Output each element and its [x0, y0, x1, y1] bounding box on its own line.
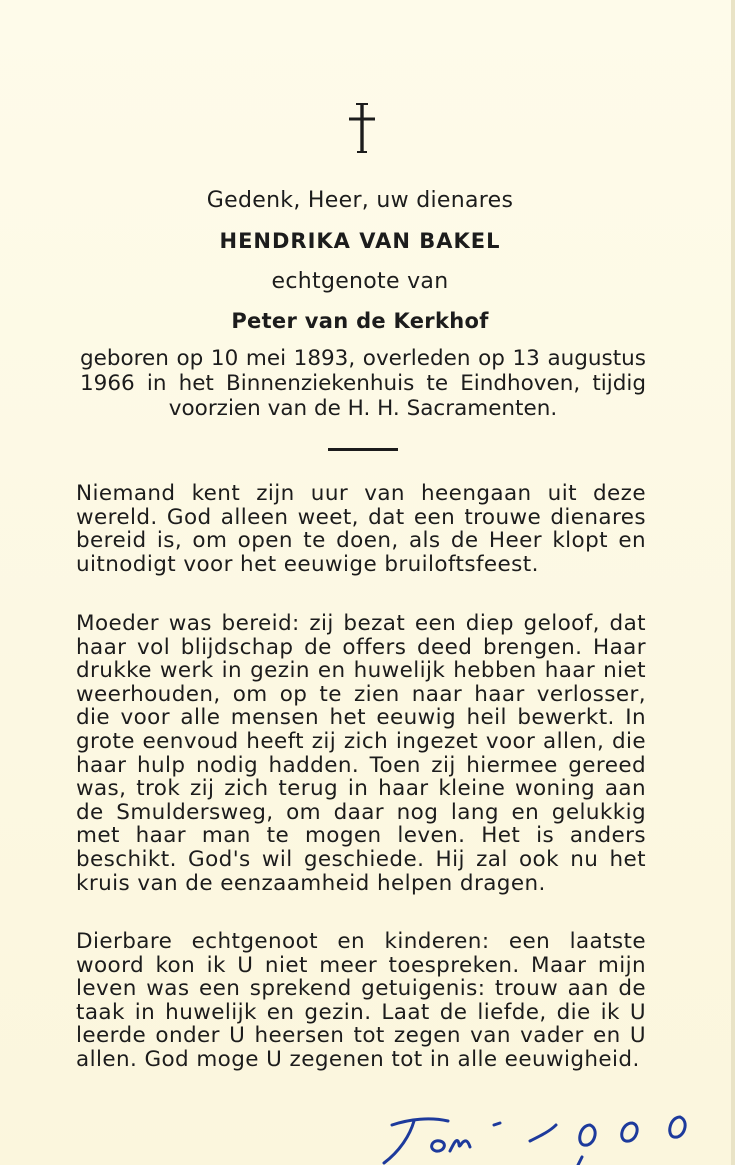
spouse-of-line: echtgenote van: [271, 269, 449, 294]
cross-icon: [344, 102, 380, 154]
handwritten-note: [370, 1095, 710, 1165]
paragraph-3: Dierbare echtgenoot en kinderen: een laatste woord kon ik U niet meer toespreken. Maar mijn leven was een sprekend getuigenis: trouw aan de taak in huwelijk en gezin. Laat de liefde, die ik U leerde onder U heersen tot zegen van vader en U allen. God moge U zegenen tot in alle eeuwigheid.: [76, 929, 646, 1072]
life-info: geboren op 10 mei 1893, overleden op 13 augustus 1966 in het Binnenziekenhuis te Eindhoven, tijdig voorzien van de H. H. Sacramenten.: [80, 346, 646, 421]
divider: [328, 448, 398, 451]
card-edge: [731, 0, 735, 1165]
remember-line: Gedenk, Heer, uw dienares: [206, 188, 514, 213]
spouse-name: Peter van de Kerkhof: [231, 309, 489, 333]
deceased-name: HENDRIKA VAN BAKEL: [219, 229, 501, 253]
paragraph-2: Moeder was bereid: zij bezat een diep geloof, dat haar vol blijdschap de offers deed brengen. Haar drukke werk in gezin en huwelijk hebben haar niet weerhouden, om op te zien naar haar verlosser, die voor alle mensen het eeuwig heil bewerkt. In grote eenvoud heeft zij zich ingezet voor allen, die haar hulp nodig hadden. Toen zij hiermee gereed was, trok zij zich terug in haar kleine woning aan de Smuldersweg, om daar nog lang en gelukkig met haar man te mogen leven. Het is anders beschikt. God's wil geschiede. Hij zal ook nu het kruis van de eenzaamheid helpen dragen.: [76, 611, 646, 896]
paragraph-1: Niemand kent zijn uur van heengaan uit deze wereld. God alleen weet, dat een trouwe dienares bereid is, om open te doen, als de Heer klopt en uitnodigt voor het eeuwige bruiloftsfeest.: [76, 481, 646, 577]
